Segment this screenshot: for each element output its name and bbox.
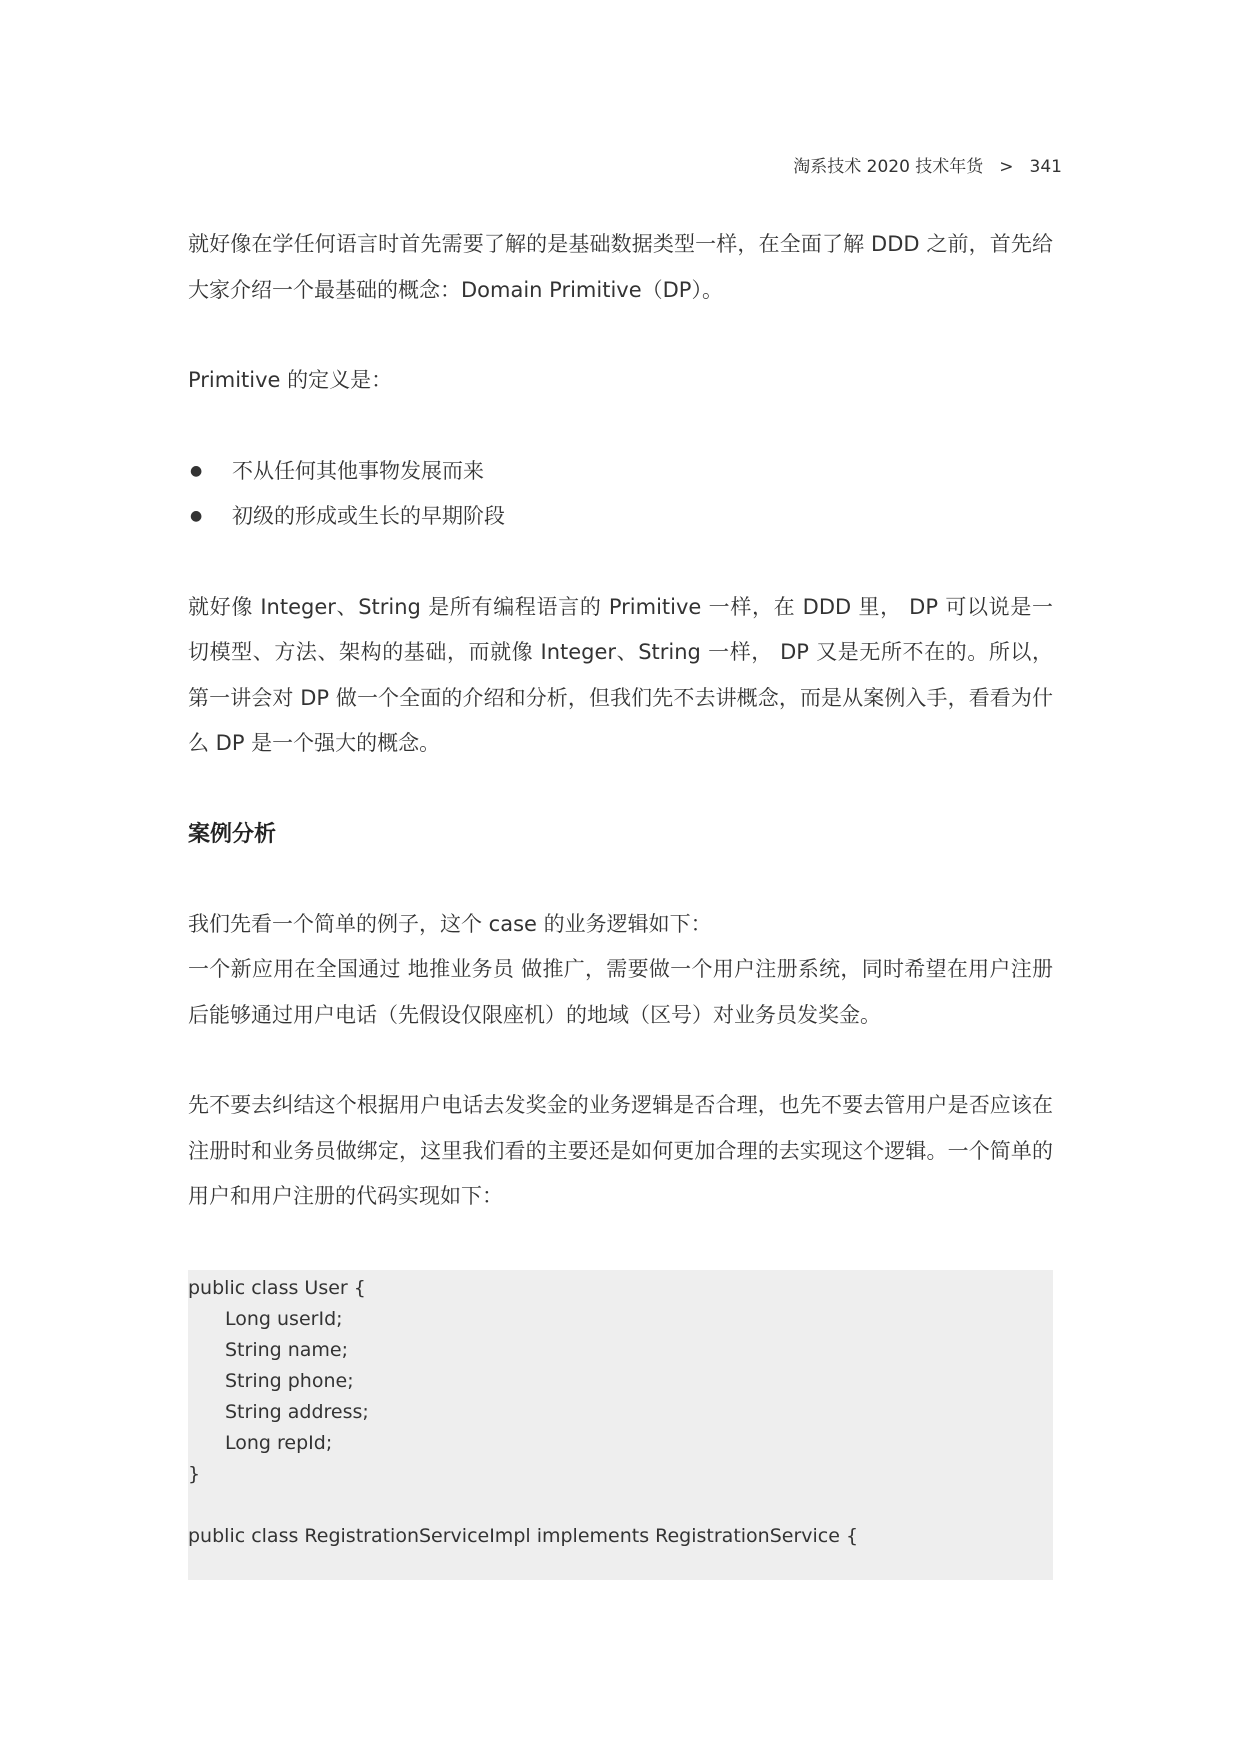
spacer: [188, 1038, 1053, 1083]
spacer: [188, 857, 1053, 902]
spacer: [188, 767, 1053, 812]
list-item-text: 初级的形成或生长的早期阶段: [232, 504, 505, 528]
bullet-icon: ●: [190, 508, 203, 524]
code-line: Long userId;: [225, 1308, 343, 1330]
code-line: [188, 1490, 1053, 1521]
definition-list: [188, 449, 1053, 540]
code-line: public class RegistrationServiceImpl implements RegistrationService {: [188, 1525, 859, 1547]
code-line: String name;: [225, 1339, 349, 1361]
list-item: [188, 449, 1053, 495]
header-title: 淘系技术 2020 技术年货: [793, 157, 984, 177]
spacer: [188, 540, 1053, 585]
definition-intro: Primitive 的定义是：: [188, 368, 393, 392]
page-number: 341: [1029, 157, 1062, 177]
list-item-text: 不从任何其他事物发展而来: [232, 458, 484, 483]
case-description: 一个新应用在全国通过 地推业务员 做推广，需要做一个用户注册系统，同时希望在用户注册后能够通过用户电话（先假设仅限座机）的地域（区号）对业务员发奖金。: [188, 957, 1053, 1027]
code-line: Long repId;: [225, 1432, 333, 1454]
case-intro-line: 我们先看一个简单的例子，这个 case 的业务逻辑如下：: [188, 911, 712, 936]
bullet-icon: ●: [190, 462, 203, 479]
code-line: public class User {: [188, 1277, 366, 1299]
code-line: String phone;: [225, 1370, 354, 1392]
spacer: [188, 313, 1053, 358]
list-item: [188, 494, 1053, 540]
dp-explanation-paragraph: 就好像 Integer、String 是所有编程语言的 Primitive 一样，在 DDD 里， DP 可以说是一切模型、方法、架构的基础，而就像 Integer、String 一样， DP 又是无所不在的。所以，第一讲会对 DP 做一个全面的介绍和分析，但我们先不去讲概念，而是从案例入手，看看为什么 DP 是一个强大的概念。: [188, 594, 1053, 755]
page-body: [188, 222, 1053, 1220]
page-header: [793, 152, 1062, 177]
code-block: [188, 1270, 1053, 1580]
code-line: }: [188, 1463, 201, 1485]
intro-paragraph: 就好像在学任何语言时首先需要了解的是基础数据类型一样，在全面了解 DDD 之前，首先给大家介绍一个最基础的概念：Domain Primitive（DP）。: [188, 232, 1053, 302]
implementation-intro-paragraph: 先不要去纠结这个根据用户电话去发奖金的业务逻辑是否合理，也先不要去管用户是否应该在注册时和业务员做绑定，这里我们看的主要还是如何更加合理的去实现这个逻辑。一个简单的用户和用户注册的代码实现如下：: [188, 1093, 1053, 1208]
section-title: 案例分析: [188, 821, 277, 847]
code-line: String address;: [225, 1401, 369, 1423]
spacer: [188, 404, 1053, 449]
header-separator: >: [999, 157, 1014, 177]
